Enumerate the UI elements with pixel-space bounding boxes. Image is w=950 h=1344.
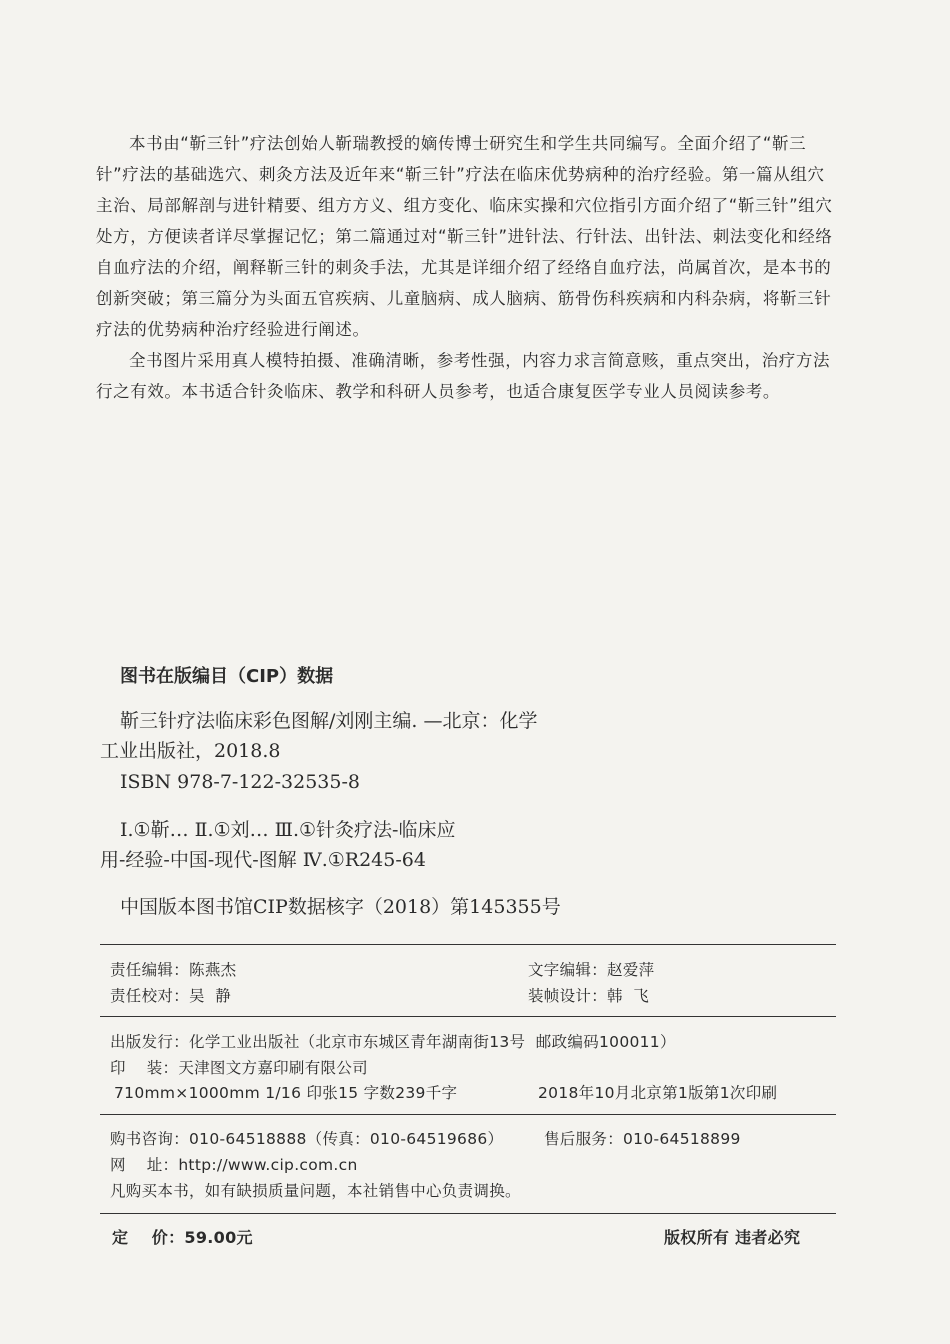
designer-name: 韩 飞 — [607, 987, 650, 1005]
divider-4 — [100, 1213, 836, 1214]
summary-paragraph-1: 本书由“靳三针”疗法创始人靳瑞教授的嫡传博士研究生和学生共同编写。全面介绍了“靳三针”疗法的基础选穴、刺灸方法及近年来“靳三针”疗法在临床优势病种的治疗经验。第一篇从组穴主治、局部解剖与进针精要、组方方义、组方变化、临床实操和穴位指引方面介绍了“靳三针”组穴处方，方便读者详尽掌握记忆；第二篇通过对“靳三针”进针法、行针法、出针法、刺法变化和经络自血疗法的介绍，阐释靳三针的刺灸手法，尤其是详细介绍了经络自血疗法，尚属首次，是本书的创新突破；第三篇分为头面五官疾病、儿童脑病、成人脑病、筋骨伤科疾病和内科杂病，将靳三针疗法的优势病种治疗经验进行阐述。 — [96, 134, 833, 339]
printer-row — [110, 1056, 368, 1080]
divider-1 — [100, 944, 836, 945]
cip-class-line-2: 用-经验-中国-现代-图解 Ⅳ.①R245-64 — [100, 849, 426, 871]
price-row — [112, 1226, 253, 1250]
editor-row — [110, 958, 236, 982]
printer-value: 天津图文方嘉印刷有限公司 — [178, 1059, 368, 1077]
printer-label: 印 装： — [110, 1059, 179, 1077]
text-editor-name: 赵爱萍 — [607, 961, 655, 979]
editor-name: 陈燕杰 — [189, 961, 237, 979]
edition-info: 2018年10月北京第1版第1次印刷 — [538, 1084, 778, 1102]
format-info: 710mm×1000mm 1/16 印张15 字数239千字 — [114, 1084, 458, 1102]
divider-3 — [100, 1114, 836, 1115]
text-editor-label: 文字编辑： — [528, 961, 608, 979]
website-url: http://www.cip.com.cn — [178, 1156, 358, 1174]
cip-title: 图书在版编目（CIP）数据 — [120, 666, 334, 687]
designer-row — [528, 984, 649, 1008]
editor-label: 责任编辑： — [110, 961, 190, 979]
copyright-notice: 版权所有 违者必究 — [664, 1228, 801, 1247]
proofreader-label: 责任校对： — [110, 987, 190, 1005]
cip-isbn: ISBN 978-7-122-32535-8 — [120, 771, 360, 793]
summary-block — [96, 128, 836, 407]
summary-paragraph-2: 全书图片采用真人模特拍摄、准确清晰，参考性强，内容力求言简意赅，重点突出，治疗方法行之有效。本书适合针灸临床、教学和科研人员参考，也适合康复医学专业人员阅读参考。 — [96, 351, 831, 401]
price-label: 定 价： — [112, 1228, 185, 1247]
divider-2 — [100, 1016, 836, 1017]
publisher-label: 出版发行： — [110, 1033, 190, 1051]
cip-class-line-1: Ⅰ.①靳… Ⅱ.①刘… Ⅲ.①针灸疗法-临床应 — [120, 819, 456, 841]
publisher-row — [110, 1030, 676, 1054]
price-value: 59.00元 — [184, 1228, 253, 1247]
purchase-phone: 购书咨询：010-64518888（传真：010-64519686） — [110, 1130, 504, 1148]
proofreader-name: 吴 静 — [189, 987, 232, 1005]
website-row — [110, 1153, 358, 1177]
cip-line-1: 靳三针疗法临床彩色图解/刘刚主编. —北京：化学 — [120, 710, 538, 732]
publisher-value: 化学工业出版社（北京市东城区青年湖南街13号 邮政编码100011） — [189, 1033, 676, 1051]
replacement-notice: 凡购买本书，如有缺损质量问题，本社销售中心负责调换。 — [110, 1182, 521, 1200]
text-editor-row — [528, 958, 654, 982]
service-phone: 售后服务：010-64518899 — [544, 1130, 741, 1148]
proofreader-row — [110, 984, 231, 1008]
cip-line-2: 工业出版社，2018.8 — [100, 740, 281, 762]
website-label: 网 址： — [110, 1156, 179, 1174]
cip-verify: 中国版本图书馆CIP数据核字（2018）第145355号 — [120, 896, 561, 918]
designer-label: 装帧设计： — [528, 987, 608, 1005]
